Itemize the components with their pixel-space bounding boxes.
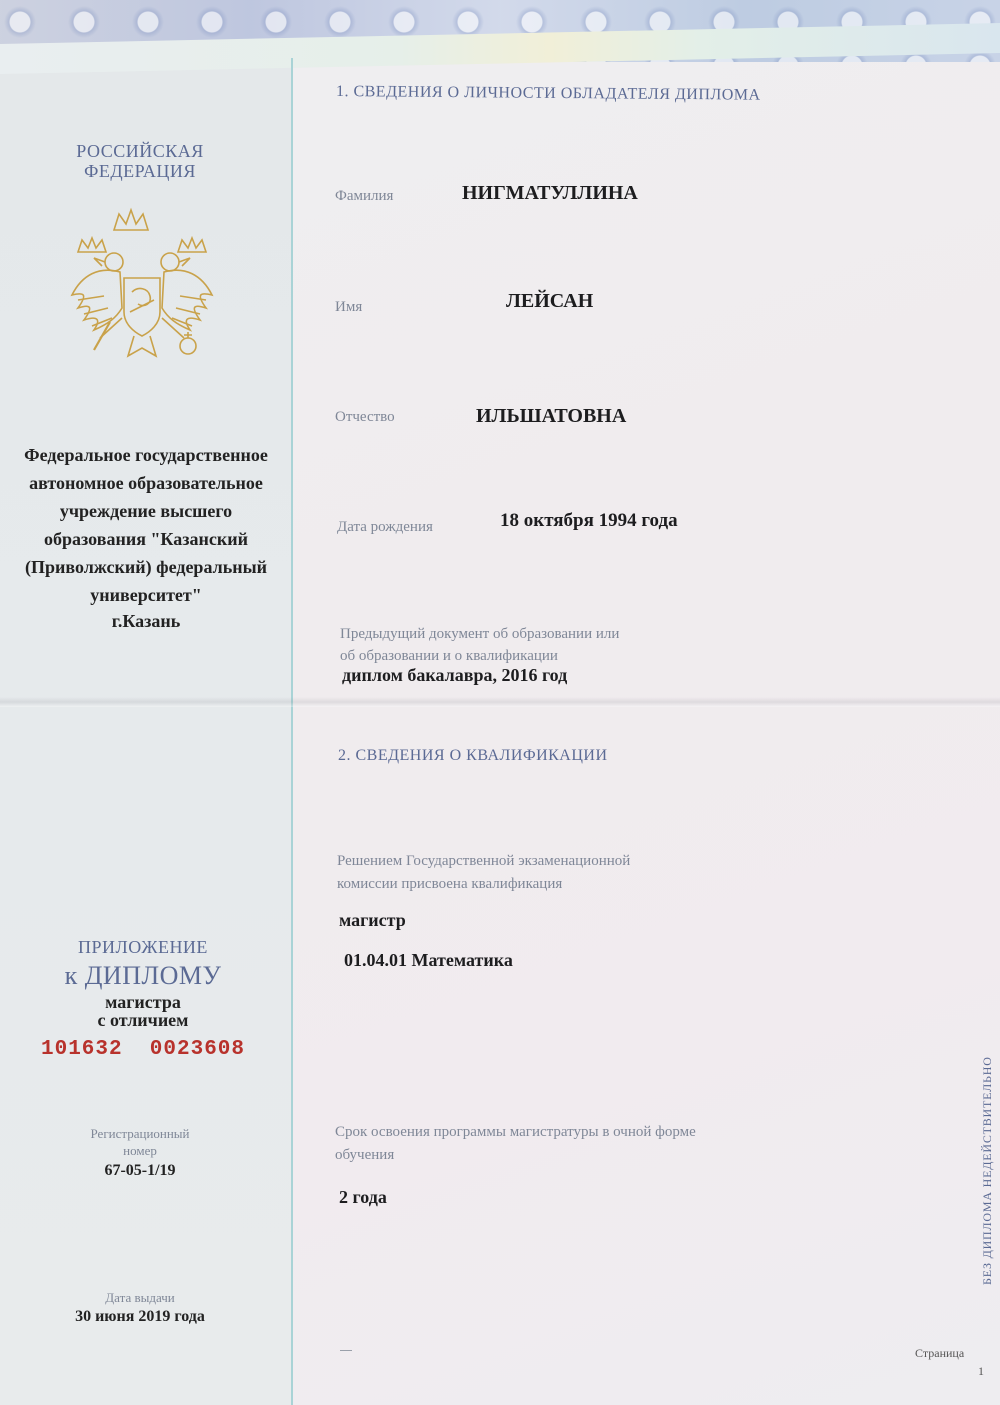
- prev-document-label-line2: об образовании и о квалификации: [340, 648, 558, 664]
- patronymic-label: Отчество: [335, 409, 395, 425]
- qualification-value: магистр: [339, 910, 406, 930]
- surname-value: НИГМАТУЛЛИНА: [462, 182, 638, 204]
- study-term-value: 2 года: [339, 1187, 387, 1207]
- university-city: г.Казань: [111, 611, 181, 631]
- country-name-line2: ФЕДЕРАЦИЯ: [84, 161, 196, 181]
- diploma-serial-number: 101632 0023608: [40, 1038, 246, 1061]
- section-1-title: 1. СВЕДЕНИЯ О ЛИЧНОСТИ ОБЛАДАТЕЛЯ ДИПЛОМА: [335, 83, 761, 104]
- study-term-label-line2: обучения: [335, 1147, 395, 1163]
- decision-label-line2: комиссии присвоена квалификация: [337, 876, 563, 892]
- birth-date-label: Дата рождения: [337, 519, 433, 535]
- degree-line-1: магистра: [105, 992, 181, 1012]
- decision-label-line1: Решением Государственной экзаменационной: [337, 853, 631, 869]
- prev-document-value: диплом бакалавра, 2016 год: [342, 665, 568, 685]
- university-line-1: Федеральное государственное: [24, 445, 268, 465]
- university-line-4: образования "Казанский: [44, 529, 248, 549]
- university-line-3: учреждение высшего: [59, 501, 233, 521]
- name-value: ЛЕЙСАН: [506, 290, 594, 312]
- university-line-5: (Приволжский) федеральный: [24, 557, 268, 577]
- registration-number: 67-05-1/19: [104, 1162, 176, 1179]
- page-label: Страница: [915, 1346, 965, 1360]
- name-label: Имя: [335, 299, 363, 315]
- university-line-6: университет": [90, 585, 202, 605]
- degree-line-2: с отличием: [97, 1010, 189, 1030]
- appendix-title: ПРИЛОЖЕНИЕ: [78, 937, 208, 957]
- study-term-label-line1: Срок освоения программы магистратуры в очной форме: [335, 1124, 696, 1140]
- registration-label-line1: Регистрационный: [90, 1126, 190, 1141]
- to-diploma-title: к ДИПЛОМУ: [64, 961, 222, 990]
- vertical-validity-note: БЕЗ ДИПЛОМА НЕДЕЙСТВИТЕЛЬНО: [980, 1056, 994, 1285]
- section-2-title: 2. СВЕДЕНИЯ О КВАЛИФИКАЦИИ: [338, 747, 608, 764]
- footer-dash: [340, 1350, 352, 1351]
- prev-document-label-line1: Предыдущий документ об образовании или: [340, 626, 620, 642]
- issue-date-label: Дата выдачи: [105, 1290, 175, 1305]
- birth-date-value: 18 октября 1994 года: [500, 510, 678, 531]
- specialty-value: 01.04.01 Математика: [344, 950, 513, 970]
- patronymic-value: ИЛЬШАТОВНА: [476, 405, 627, 427]
- page-number: 1: [978, 1364, 984, 1378]
- registration-label-line2: номер: [123, 1143, 157, 1158]
- university-line-2: автономное образовательное: [29, 473, 263, 493]
- right-column: [292, 62, 1000, 1405]
- issue-date: 30 июня 2019 года: [75, 1308, 205, 1325]
- paper-fold: [0, 697, 1000, 707]
- coat-of-arms-emblem: [64, 200, 220, 370]
- surname-label: Фамилия: [335, 188, 394, 204]
- column-divider: [291, 58, 293, 1405]
- country-name-line1: РОССИЙСКАЯ: [76, 141, 204, 161]
